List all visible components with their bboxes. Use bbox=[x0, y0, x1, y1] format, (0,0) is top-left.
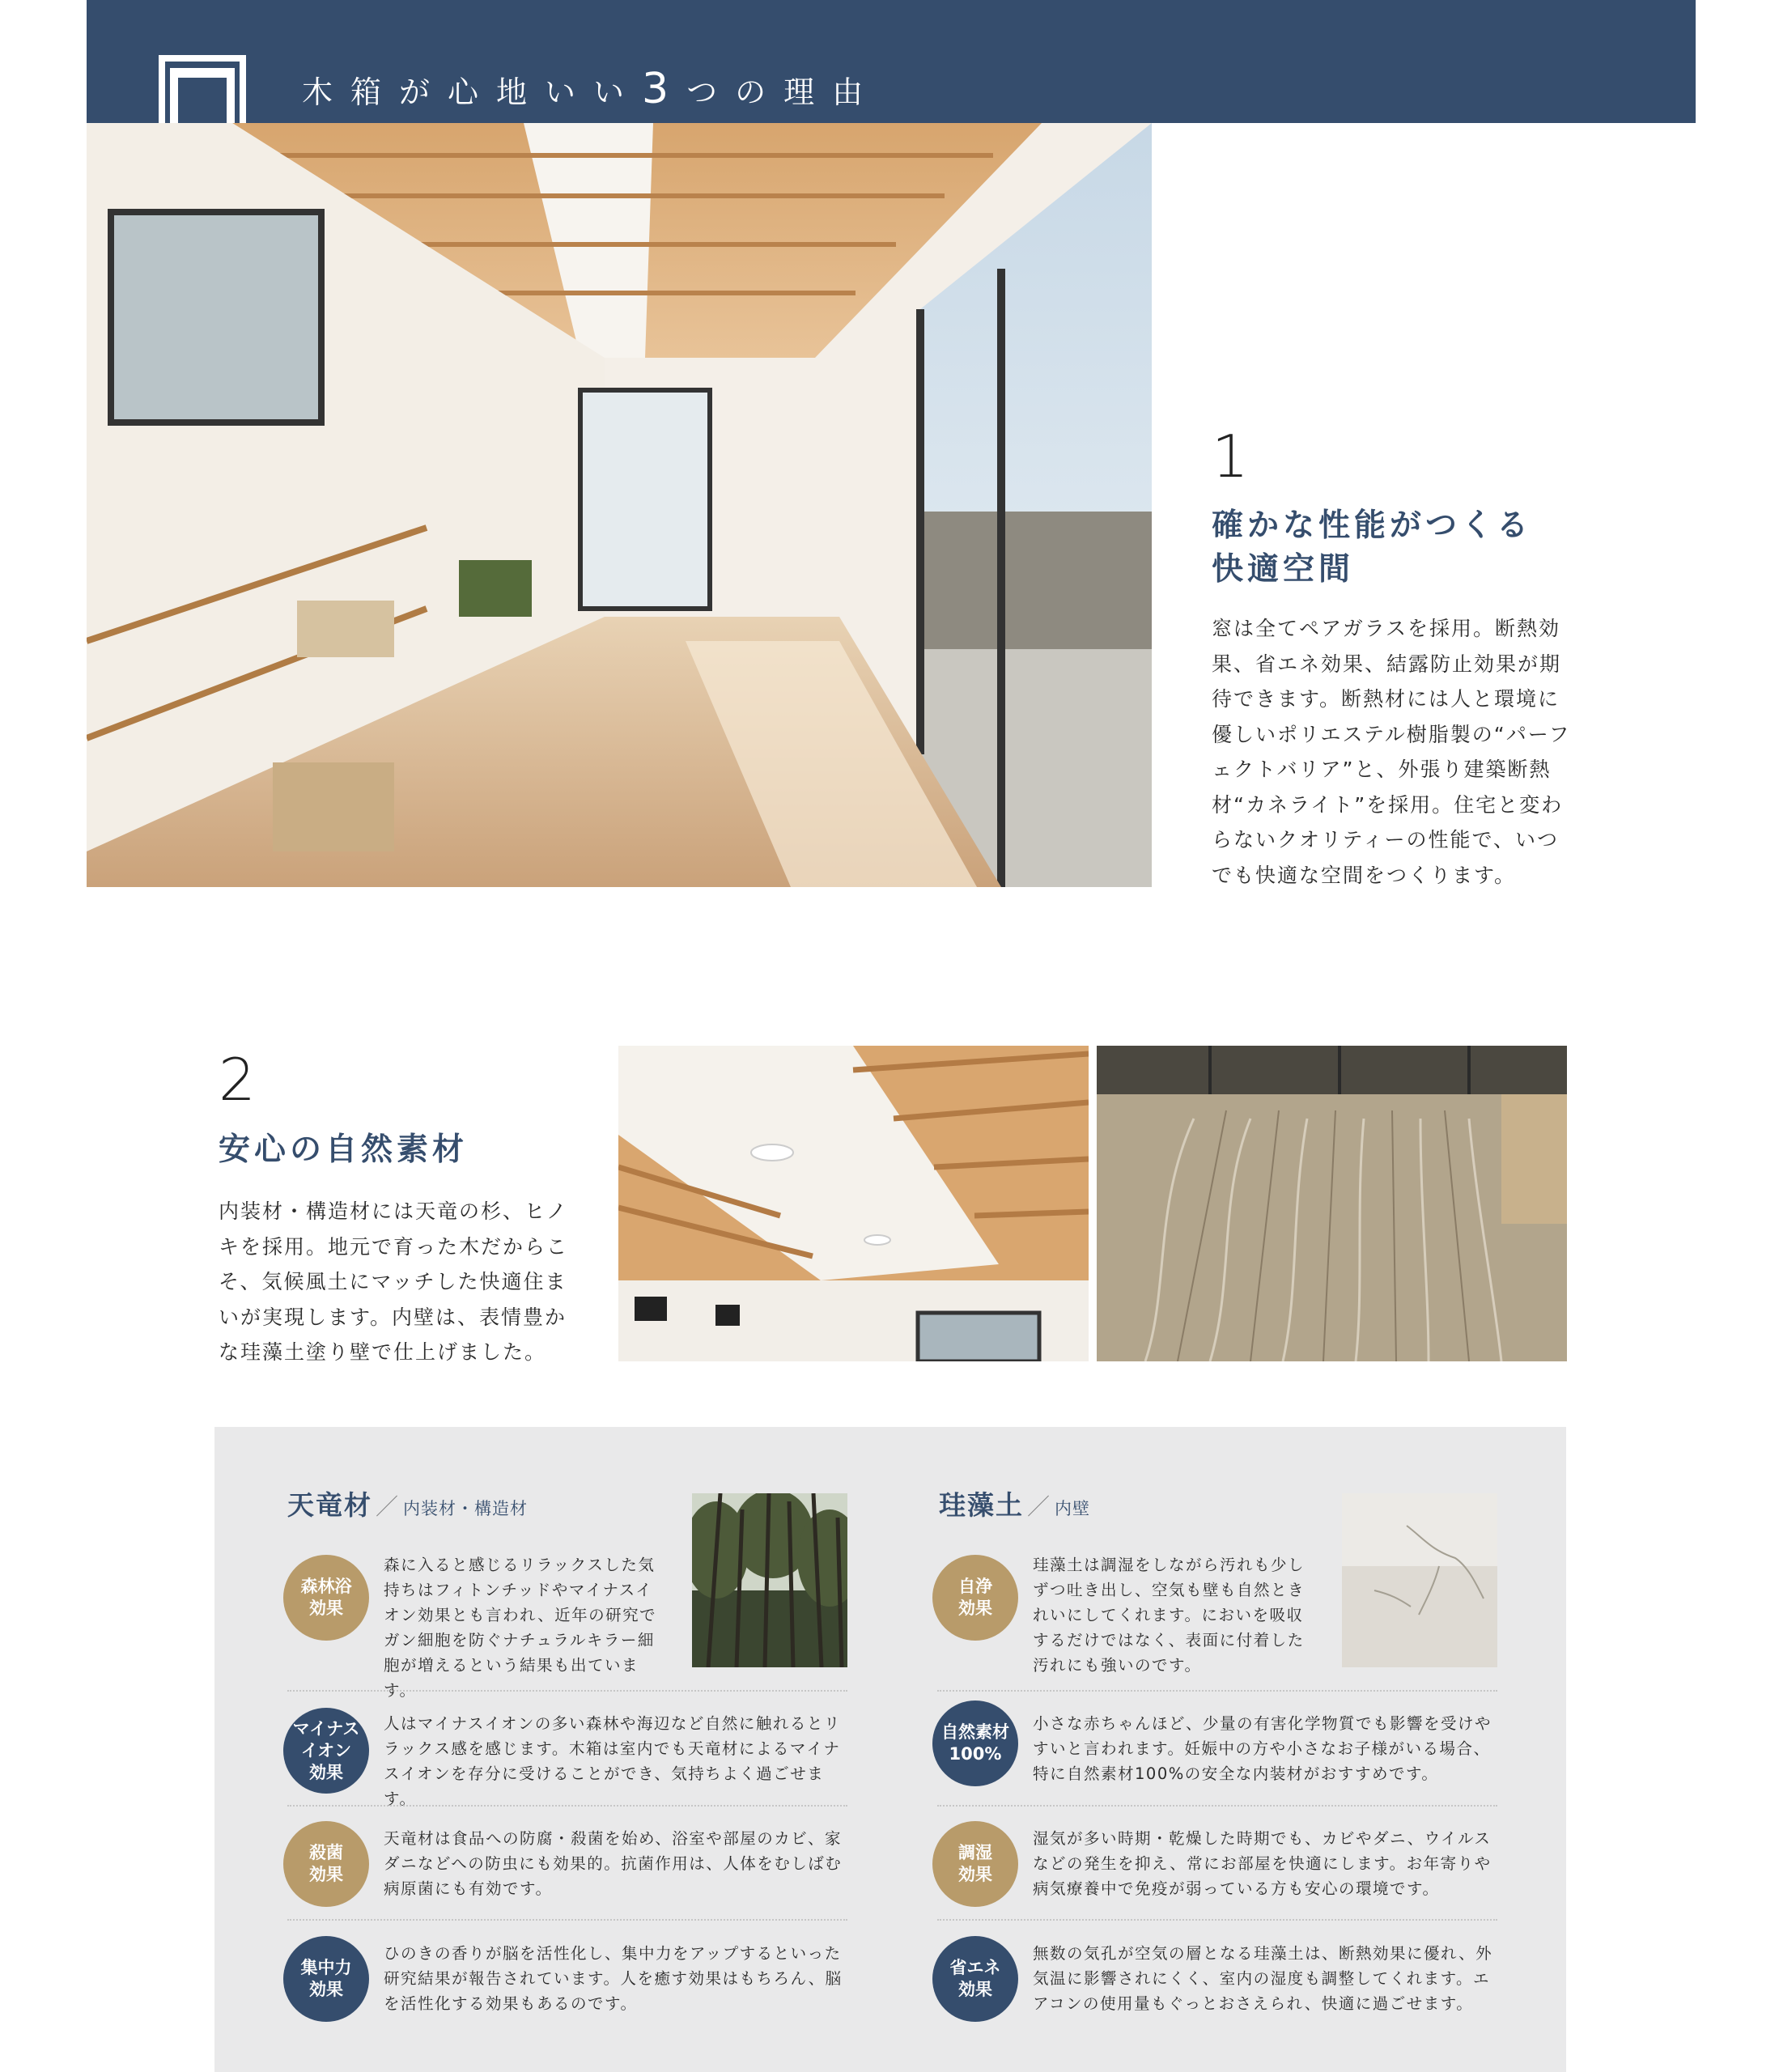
keisodo-item-3-text: 湿気が多い時期・乾燥した時期でも、カビやダニ、ウイルスなどの発生を抑え、常にお部屋を快適にします。お年寄りや病気療養中で免疫が弱っている方も安心の環境です。 bbox=[1033, 1829, 1492, 1898]
tenryu-title: 天竜材 bbox=[287, 1489, 372, 1521]
reason1-title bbox=[1212, 504, 1633, 592]
badge-energy-saving: 省エネ 効果 bbox=[932, 1936, 1018, 2022]
reason2-title: 安心の自然素材 bbox=[219, 1132, 469, 1168]
reason1-number: 1 bbox=[1212, 422, 1249, 490]
tenryu-heading bbox=[287, 1484, 528, 1522]
page-title-part1: 木箱が心地いい bbox=[302, 74, 643, 110]
reason1-title-line1: 確かな性能がつくる bbox=[1212, 507, 1533, 544]
page-title-number: 3 bbox=[642, 65, 687, 113]
forest-photo bbox=[692, 1493, 847, 1667]
divider bbox=[937, 1919, 1497, 1921]
keisodo-subtitle: 内壁 bbox=[1055, 1499, 1091, 1518]
heading-slash: ／ bbox=[1027, 1493, 1052, 1520]
tenryu-item-2-text: 人はマイナスイオンの多い森林や海辺など自然に触れるとリラックス感を感じます。木箱は室内でも天竜材によるマイナスイオンを存分に受けることができ、気持ちよく過ごせます。 bbox=[384, 1714, 841, 1808]
badge-concentration: 集中力 効果 bbox=[283, 1936, 369, 2022]
box-logo-icon bbox=[159, 55, 246, 133]
badge-self-cleaning: 自浄 効果 bbox=[932, 1555, 1018, 1641]
tenryu-subtitle: 内装材・構造材 bbox=[403, 1499, 529, 1518]
tenryu-item-4-text: ひのきの香りが脳を活性化し、集中力をアップするといった研究結果が報告されています。人を癒す効果はもちろん、脳を活性化する効果もあるのです。 bbox=[384, 1944, 843, 2013]
keisodo-title: 珪藻土 bbox=[939, 1489, 1024, 1521]
reason2-number: 2 bbox=[219, 1046, 256, 1114]
badge-negative-ion: マイナス イオン 効果 bbox=[283, 1708, 369, 1794]
badge-forest-bathing: 森林浴 効果 bbox=[283, 1555, 369, 1641]
interior-photo-main bbox=[87, 123, 1152, 887]
keisodo-heading bbox=[939, 1484, 1090, 1522]
tenryu-item-3-text: 天竜材は食品への防腐・殺菌を始め、浴室や部屋のカビ、家ダニなどへの防虫にも効果的。抗菌作用は、人体をむしばむ病原菌にも有効です。 bbox=[384, 1829, 843, 1898]
page-title bbox=[302, 65, 881, 113]
divider bbox=[937, 1805, 1497, 1807]
badge-natural-100: 自然素材 100% bbox=[932, 1700, 1018, 1786]
diatomite-wall-photo bbox=[1342, 1493, 1497, 1667]
ceiling-beam-photo bbox=[618, 1046, 1089, 1361]
keisodo-item-4-text: 無数の気孔が空気の層となる珪藻土は、断熱効果に優れ、外気温に影響されにくく、室内の湿度も調整してくれます。エアコンの使用量もぐっとおさえられ、快適に過ごせます。 bbox=[1033, 1944, 1493, 2013]
tenryu-item-1-text: 森に入ると感じるリラックスした気持ちはフィトンチッドやマイナスイオン効果とも言われ、近年の研究でガン細胞を防ぐナチュラルキラー細胞が増えるという結果も出ています。 bbox=[384, 1556, 657, 1700]
badge-sterilization: 殺菌 効果 bbox=[283, 1821, 369, 1907]
page-title-part2: つの理由 bbox=[686, 74, 881, 110]
wood-floor-photo bbox=[1097, 1046, 1567, 1361]
keisodo-item-2-text: 小さな赤ちゃんほど、少量の有害化学物質でも影響を受けやすいと言われます。妊娠中の方や小さなお子様がいる場合、特に自然素材100%の安全な内装材がおすすめです。 bbox=[1033, 1714, 1492, 1783]
heading-slash: ／ bbox=[376, 1493, 401, 1520]
divider bbox=[287, 1690, 847, 1692]
reason1-title-line2: 快適空間 bbox=[1212, 551, 1355, 588]
reason2-body: 内装材・構造材には天竜の杉、ヒノキを採用。地元で育った木だからこそ、気候風土にマッチした快適住まいが実現します。内壁は、表情豊かな珪藻土塗り壁で仕上げました。 bbox=[219, 1199, 569, 1364]
badge-humidity-control: 調湿 効果 bbox=[932, 1821, 1018, 1907]
keisodo-item-1-text: 珪藻土は調湿をしながら汚れも少しずつ吐き出し、空気も壁も自然ときれいにしてくれます。においを吸収するだけではなく、表面に付着した汚れにも強いのです。 bbox=[1033, 1556, 1306, 1675]
divider bbox=[287, 1919, 847, 1921]
divider bbox=[287, 1805, 847, 1807]
divider bbox=[937, 1690, 1497, 1692]
reason1-body: 窓は全てペアガラスを採用。断熱効果、省エネ効果、結露防止効果が期待できます。断熱材には人と環境に優しいポリエステル樹脂製の“パーフェクトバリア”と、外張り建築断熱材“カネライト”を採用。住宅と変わらないクオリティーの性能で、いつでも快適な空間をつくります。 bbox=[1212, 617, 1571, 887]
